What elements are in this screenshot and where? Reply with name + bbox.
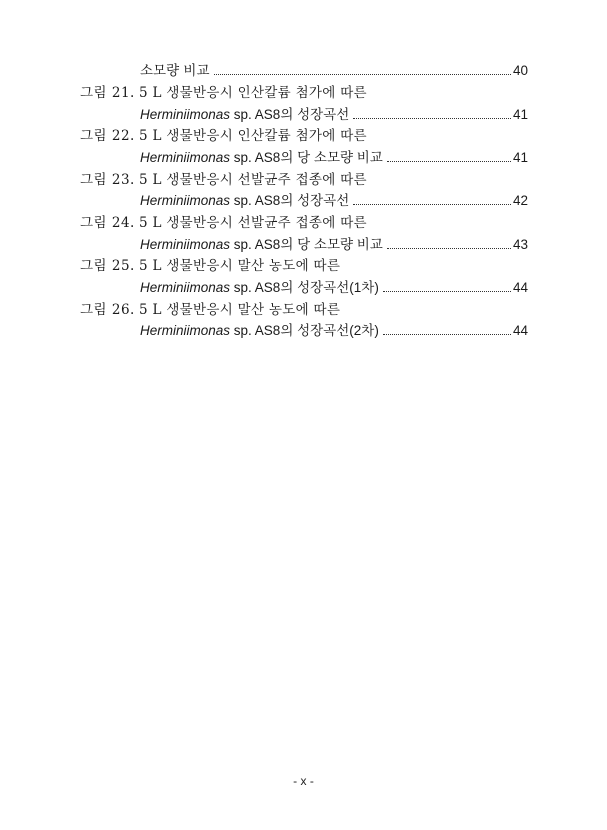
dot-leader [383, 291, 511, 292]
figure-title-rest: sp. AS8의 성장곡선(2차) [230, 323, 379, 338]
entry-page-number: 43 [512, 237, 528, 252]
entry-page-number: 40 [512, 63, 528, 78]
dot-leader [387, 248, 511, 249]
dot-leader [383, 334, 511, 335]
entry-page-number: 44 [512, 323, 528, 338]
organism-name: Herminiimonas [140, 107, 231, 122]
toc-entry-fig21-line1 [80, 85, 367, 101]
toc-entry-fig25-line2 [140, 280, 528, 296]
figure-title: 5 L 생물반응시 인산칼륨 첨가에 따른 [139, 85, 367, 101]
toc-entry-fig26-line2 [140, 323, 528, 339]
organism-name: Herminiimonas [140, 237, 231, 252]
organism-name: Herminiimonas [140, 323, 231, 338]
figure-label: 그림 24. [80, 215, 135, 231]
toc-entry-fig24-line2 [140, 237, 528, 253]
figure-title-rest: sp. AS8의 당 소모량 비교 [230, 237, 383, 252]
toc-entry-fig26-line1 [80, 302, 340, 318]
figure-label: 그림 25. [80, 258, 135, 274]
figure-label: 그림 21. [80, 85, 135, 101]
figure-label: 그림 22. [80, 128, 135, 144]
toc-entry-fig22-line2 [140, 150, 528, 166]
figure-title: 5 L 생물반응시 선발균주 접종에 따른 [139, 215, 367, 231]
dot-leader [387, 161, 511, 162]
toc-entry-fig23-line2 [140, 193, 528, 209]
figure-label: 그림 26. [80, 302, 135, 318]
figure-title: 5 L 생물반응시 인산칼륨 첨가에 따른 [139, 128, 367, 144]
entry-title-continuation: 소모량 비교 [140, 63, 210, 79]
entry-page-number: 42 [512, 193, 528, 208]
dot-leader [353, 118, 511, 119]
toc-entry-continuation [140, 63, 528, 79]
organism-name: Herminiimonas [140, 193, 231, 208]
toc-entry-fig24-line1 [80, 215, 367, 231]
toc-entry-fig21-line2 [140, 107, 528, 123]
figure-title-rest: sp. AS8의 성장곡선(1차) [230, 280, 379, 295]
figure-title: 5 L 생물반응시 말산 농도에 따른 [139, 258, 341, 274]
figure-title: 5 L 생물반응시 말산 농도에 따른 [139, 302, 341, 318]
page-footer-number: - x - [293, 774, 314, 788]
dot-leader [214, 74, 511, 75]
organism-name: Herminiimonas [140, 280, 231, 295]
toc-entry-fig22-line1 [80, 128, 367, 144]
entry-page-number: 44 [512, 280, 528, 295]
entry-page-number: 41 [512, 150, 528, 165]
toc-entry-fig23-line1 [80, 172, 367, 188]
figure-title-rest: sp. AS8의 성장곡선 [230, 107, 350, 122]
dot-leader [353, 204, 511, 205]
figure-label: 그림 23. [80, 172, 135, 188]
figure-title: 5 L 생물반응시 선발균주 접종에 따른 [139, 172, 367, 188]
figure-title-rest: sp. AS8의 성장곡선 [230, 193, 350, 208]
toc-entry-fig25-line1 [80, 258, 340, 274]
figure-title-rest: sp. AS8의 당 소모량 비교 [230, 150, 383, 165]
entry-page-number: 41 [512, 107, 528, 122]
organism-name: Herminiimonas [140, 150, 231, 165]
